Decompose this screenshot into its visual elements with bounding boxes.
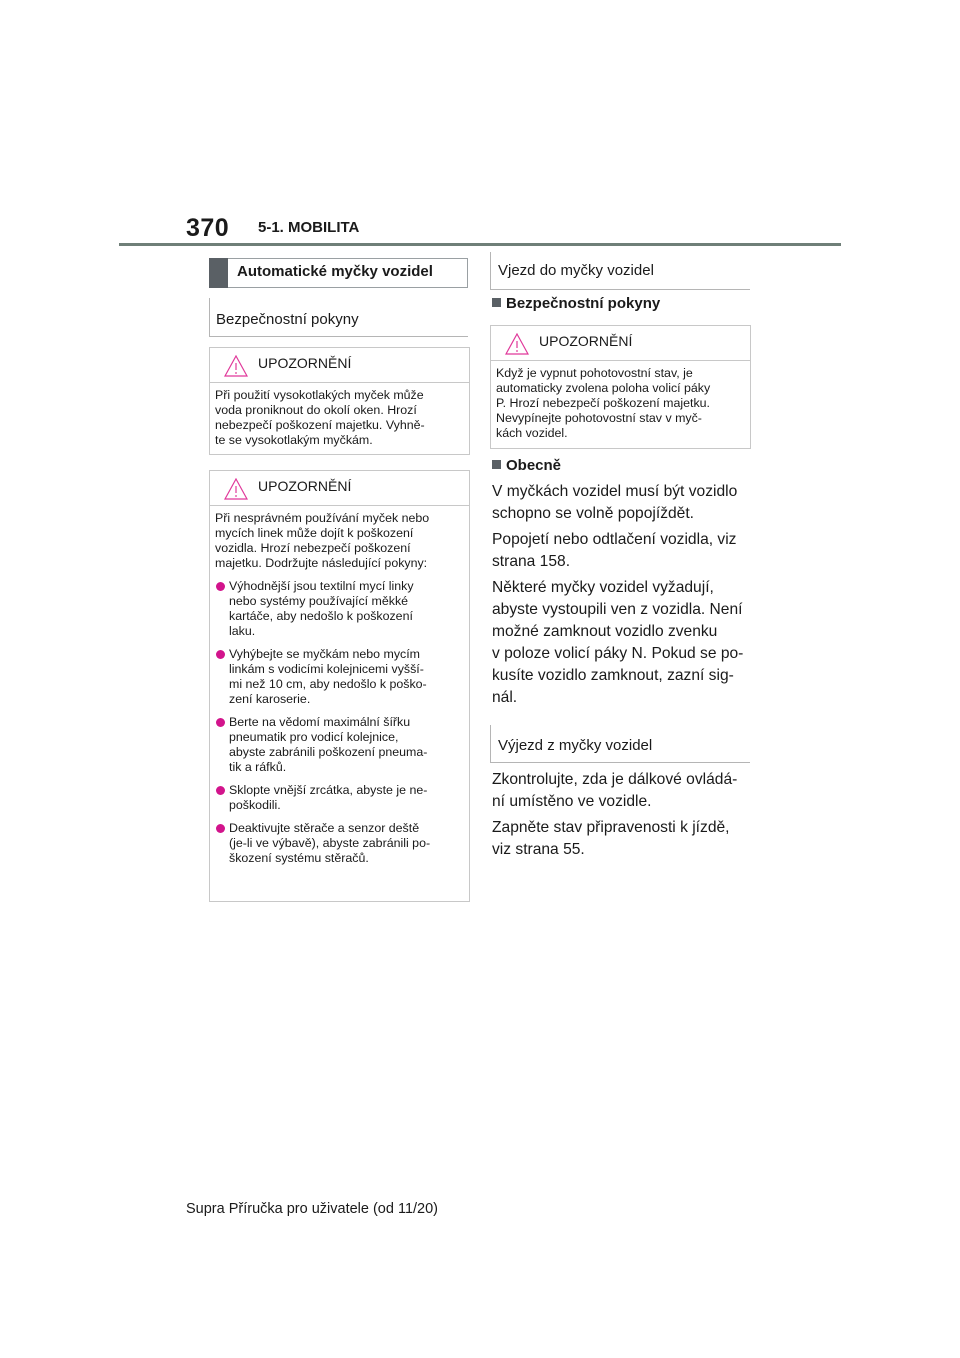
warning-line: voda proniknout do okolí oken. Hrozí <box>215 403 417 417</box>
bullet-dot-icon <box>216 650 225 659</box>
bullet-item <box>215 821 464 866</box>
bullet-dot-icon <box>216 786 225 795</box>
warning-triangle-icon <box>224 355 248 377</box>
bullet-line: linkám s vodicími kolejnicemi vyšší- <box>229 662 424 676</box>
title-tab <box>209 258 228 288</box>
bullet-dot-icon <box>216 582 225 591</box>
bullet-line: mi než 10 cm, aby nedošlo k poško- <box>229 677 427 691</box>
bullet-line: zení karoserie. <box>229 692 311 706</box>
warning-body <box>210 506 469 872</box>
bullet-item <box>215 579 464 639</box>
paragraph-line: nál. <box>492 689 518 706</box>
warning-line: vozidla. Hrozí nebezpečí poškození <box>215 541 411 555</box>
exit-text <box>492 769 760 865</box>
footer-text: Supra Příručka pro uživatele (od 11/20) <box>186 1201 439 1217</box>
subheading-exit: Výjezd z myčky vozidel <box>498 737 653 754</box>
paragraph-line: schopno se volně popojíždět. <box>492 505 694 522</box>
bullet-line: pneumatik pro vodicí kolejnice, <box>229 730 399 744</box>
warning-line: majetku. Dodržujte následující pokyny: <box>215 556 428 570</box>
paragraph-line: abyste vystoupili ven z vozidla. Není <box>492 601 743 618</box>
bullet-item <box>215 783 464 813</box>
section-label-safety <box>492 295 660 312</box>
paragraph-line: viz strana 55. <box>492 841 585 858</box>
subheading-rule <box>209 336 468 337</box>
section-label-text: Obecně <box>506 457 562 474</box>
paragraph <box>492 817 760 861</box>
paragraph-line: možné zamknout vozidlo zvenku <box>492 623 718 640</box>
bullet-dot-icon <box>216 718 225 727</box>
warning-header <box>210 348 469 383</box>
warning-line: Když je vypnut pohotovostní stav, je <box>496 366 693 380</box>
warning-body <box>210 383 469 454</box>
warning-line: automaticky zvolena poloha volicí páky <box>496 381 711 395</box>
paragraph-line: v poloze volicí páky N. Pokud se po- <box>492 645 744 662</box>
bullet-line: kartáče, aby nedošlo k poškození <box>229 609 413 623</box>
section-square-icon <box>492 298 501 307</box>
paragraph <box>492 481 760 525</box>
warning-header <box>491 326 750 361</box>
paragraph-line: Zapněte stav připravenosti k jízdě, <box>492 819 730 836</box>
page-number: 370 <box>186 214 230 242</box>
section-label-text: Bezpečnostní pokyny <box>506 295 661 312</box>
warning-box-car-wash <box>209 470 470 902</box>
bullet-line: Berte na vědomí maximální šířku <box>229 715 411 729</box>
warning-line: P. Hrozí nebezpečí poškození majetku. <box>496 396 710 410</box>
bullet-dot-icon <box>216 824 225 833</box>
subheading-rule <box>490 762 750 763</box>
bullet-line: abyste zabránili poškození pneuma- <box>229 745 428 759</box>
warning-triangle-icon <box>505 333 529 355</box>
paragraph-line: Zkontrolujte, zda je dálkové ovládá- <box>492 771 738 788</box>
bullet-line: (je-li ve výbavě), abyste zabránili po- <box>229 836 431 850</box>
paragraph-line: Některé myčky vozidel vyžadují, <box>492 579 714 596</box>
subheading-safety: Bezpečnostní pokyny <box>216 311 359 328</box>
warning-label: UPOZORNĚNÍ <box>258 355 352 371</box>
bullet-line: Deaktivujte stěrače a senzor deště <box>229 821 420 835</box>
warning-triangle-icon <box>224 478 248 500</box>
warning-line: nebezpečí poškození majetku. Vyhně- <box>215 418 425 432</box>
subheading-entry: Vjezd do myčky vozidel <box>498 262 654 279</box>
subheading-left-rule <box>490 725 491 763</box>
paragraph <box>492 577 760 709</box>
warning-box-pressure <box>209 347 470 455</box>
warning-header <box>210 471 469 506</box>
warning-line: mycích linek může dojít k poškození <box>215 526 414 540</box>
warning-line: Nevypínejte pohotovostní stav v myč- <box>496 411 702 425</box>
warning-label: UPOZORNĚNÍ <box>539 333 633 349</box>
paragraph-line: ní umístěno ve vozidle. <box>492 793 652 810</box>
paragraph-line: V myčkách vozidel musí být vozidlo <box>492 483 738 500</box>
section-label-general <box>492 457 561 474</box>
bullet-line: nebo systémy používající měkké <box>229 594 409 608</box>
warning-body <box>491 361 750 447</box>
bullet-item <box>215 715 464 775</box>
bullet-line: tik a ráfků. <box>229 760 287 774</box>
general-text <box>492 481 760 713</box>
paragraph-line: strana 158. <box>492 553 571 570</box>
bullet-line: Vyhýbejte se myčkám nebo mycím <box>229 647 420 661</box>
paragraph <box>492 529 760 573</box>
bullet-line: poškodili. <box>229 798 281 812</box>
warning-line: te se vysokotlakým myčkám. <box>215 433 373 447</box>
bullet-line: škození systému stěračů. <box>229 851 369 865</box>
subheading-left-rule <box>209 298 210 336</box>
bullet-line: Sklopte vnější zrcátka, abyste je ne- <box>229 783 428 797</box>
paragraph-line: Popojetí nebo odtlačení vozidla, viz <box>492 531 737 548</box>
chapter-title: Automatické myčky vozidel <box>237 263 433 280</box>
bullet-item <box>215 647 464 707</box>
paragraph-line: kusíte vozidlo zamknout, zazní sig- <box>492 667 734 684</box>
chapter-title-box <box>209 258 468 288</box>
warning-box-standby <box>490 325 751 449</box>
paragraph <box>492 769 760 813</box>
warning-line: kách vozidel. <box>496 426 568 440</box>
bullet-line: Výhodnější jsou textilní mycí linky <box>229 579 414 593</box>
subheading-left-rule <box>490 252 491 290</box>
header-rule <box>119 243 841 246</box>
section-title: 5-1. MOBILITA <box>258 219 360 236</box>
warning-line: Při nesprávném používání myček nebo <box>215 511 430 525</box>
section-square-icon <box>492 460 501 469</box>
warning-line: Při použití vysokotlakých myček může <box>215 388 424 402</box>
bullet-line: laku. <box>229 624 256 638</box>
subheading-rule <box>490 289 750 290</box>
warning-label: UPOZORNĚNÍ <box>258 478 352 494</box>
